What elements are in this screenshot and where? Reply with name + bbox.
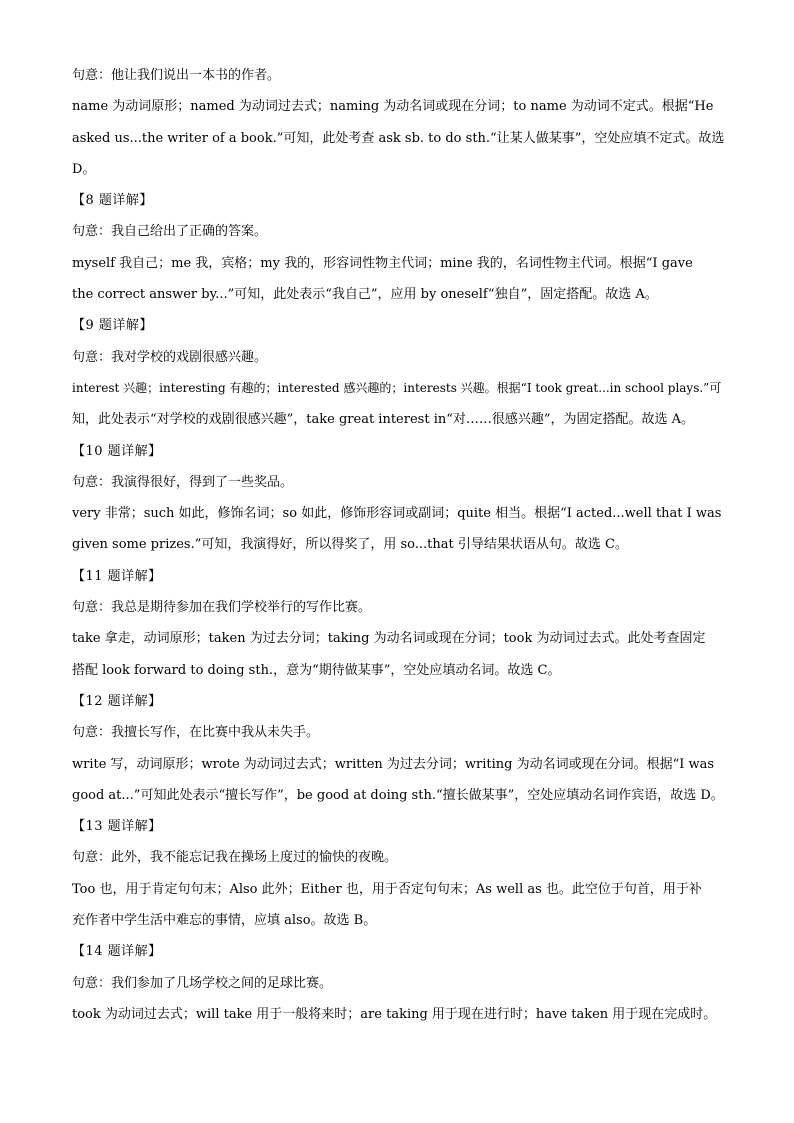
paragraph-line: 句意：我擅长写作，在比赛中我从未失手。 bbox=[72, 725, 320, 741]
paragraph-line: myself 我自己；me 我，宾格；my 我的，形容词性物主代词；mine 我的，名词性物主代词。根据“I gave bbox=[72, 255, 693, 271]
paragraph-line: D。 bbox=[72, 161, 96, 177]
paragraph-line: write 写，动词原形；wrote 为动词过去式；written 为过去分词；writing 为动名词或现在分词。根据“I was bbox=[72, 756, 715, 772]
paragraph-line: 句意：我对学校的戏剧很感兴趣。 bbox=[72, 349, 268, 365]
paragraph-line: 句意：他让我们说出一本书的作者。 bbox=[72, 68, 281, 83]
paragraph-line: good at...”可知此处表示“擅长写作”，be good at doing sth.“擅长做某事”，空处应填动名词作宾语，故选 D。 bbox=[72, 787, 724, 803]
paragraph-line: given some prizes.”可知，我演得好，所以得奖了，用 so...that 引导结果状语从句。故选 C。 bbox=[72, 537, 628, 553]
section-heading: 【9 题详解】 bbox=[72, 318, 153, 334]
paragraph-line: 句意：此外，我不能忘记我在操场上度过的愉快的夜晚。 bbox=[72, 850, 398, 866]
section-heading: 【12 题详解】 bbox=[72, 693, 162, 709]
paragraph-line: took 为动词过去式；will take 用于一般将来时；are taking 用于现在进行时；have taken 用于现在完成时。 bbox=[72, 1006, 717, 1022]
section-heading: 【13 题详解】 bbox=[72, 819, 162, 835]
paragraph-line: 句意：我们参加了几场学校之间的足球比赛。 bbox=[72, 975, 333, 991]
paragraph-line: 句意：我总是期待参加在我们学校举行的写作比赛。 bbox=[72, 600, 372, 616]
paragraph-line: 搭配 look forward to doing sth.，意为“期待做某事”，空处应填动名词。故选 C。 bbox=[72, 662, 561, 678]
paragraph-line: 句意：我自己给出了正确的答案。 bbox=[72, 224, 268, 240]
paragraph-line: Too 也，用于肯定句句末；Also 此外；Either 也，用于否定句句末；As well as 也。此空位于句首，用于补 bbox=[72, 881, 702, 897]
section-heading: 【14 题详解】 bbox=[72, 944, 162, 960]
paragraph-line: 知，此处表示“对学校的戏剧很感兴趣”，take great interest in“对……很感兴趣”，为固定搭配。故选 A。 bbox=[72, 412, 695, 428]
paragraph-line: very 非常；such 如此，修饰名词；so 如此，修饰形容词或副词；quite 相当。根据“I acted...well that I was bbox=[72, 506, 722, 522]
section-heading: 【11 题详解】 bbox=[72, 568, 162, 584]
paragraph-line: 句意：我演得很好，得到了一些奖品。 bbox=[72, 474, 294, 490]
paragraph-line: the correct answer by...”可知，此处表示“我自己”，应用 by oneself“独自”，固定搭配。故选 A。 bbox=[72, 287, 658, 303]
section-heading: 【10 题详解】 bbox=[72, 443, 162, 459]
paragraph-line: 充作者中学生活中难忘的事情，应填 also。故选 B。 bbox=[72, 913, 377, 929]
document-page bbox=[72, 60, 732, 1030]
paragraph-line: asked us...the writer of a book.”可知，此处考查 ask sb. to do sth.“让某人做某事”，空处应填不定式。故选 bbox=[72, 130, 725, 146]
paragraph-line: take 拿走，动词原形；taken 为过去分词；taking 为动名词或现在分词；took 为动词过去式。此处考查固定 bbox=[72, 631, 706, 647]
paragraph-line: interest 兴趣；interesting 有趣的；interested 感兴趣的；interests 兴趣。根据“I took great...in school plays.”可 bbox=[72, 380, 722, 395]
section-heading: 【8 题详解】 bbox=[72, 193, 153, 209]
paragraph-line: name 为动词原形；named 为动词过去式；naming 为动名词或现在分词；to name 为动词不定式。根据“He bbox=[72, 99, 714, 115]
